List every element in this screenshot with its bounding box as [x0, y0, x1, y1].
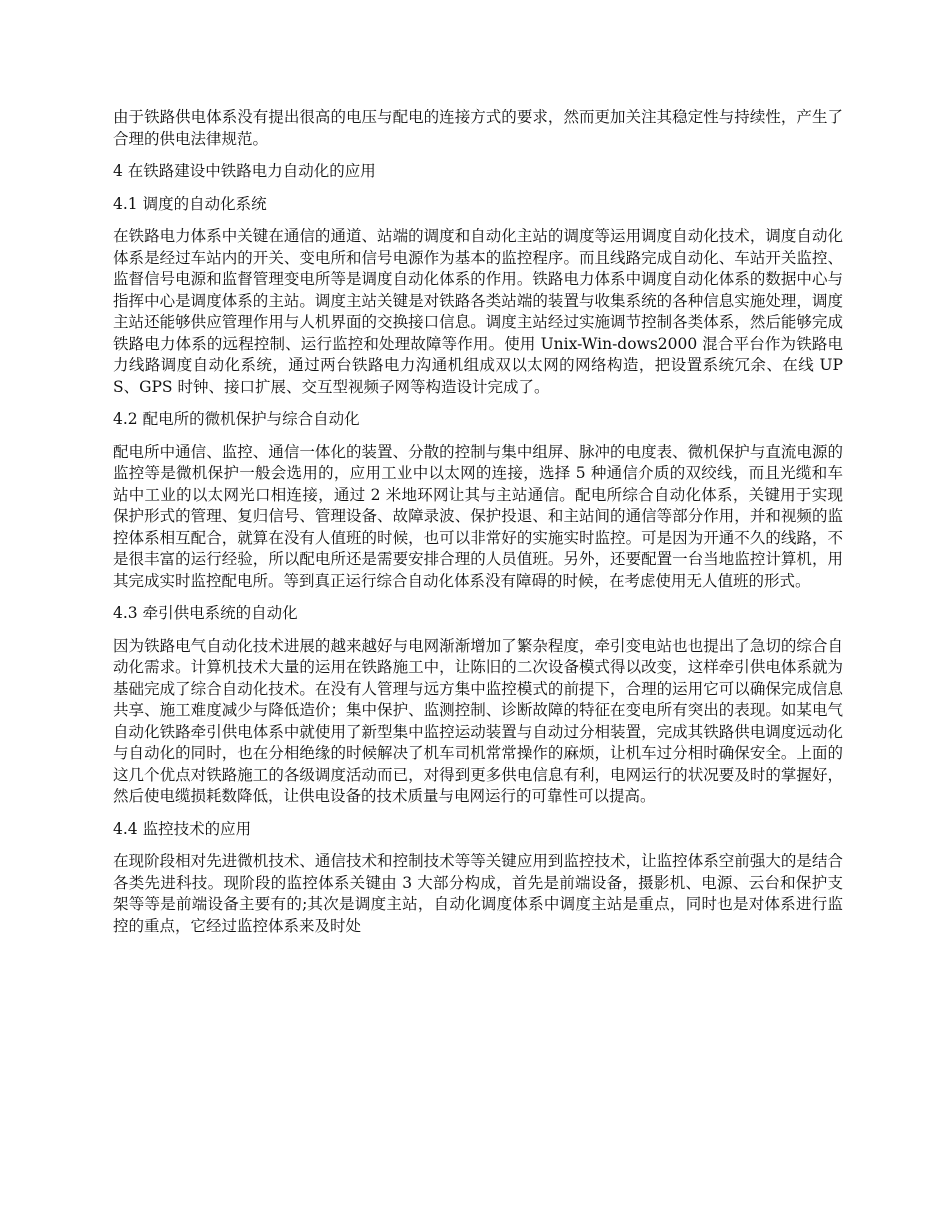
section-heading-4-3: 4.3 牵引供电系统的自动化 [113, 604, 298, 622]
document-page [113, 107, 843, 948]
section-heading-4-2: 4.2 配电所的微机保护与综合自动化 [113, 410, 360, 428]
section-heading-4-1: 4.1 调度的自动化系统 [113, 194, 267, 213]
paragraph-4-1: 在铁路电力体系中关键在通信的通道、站端的调度和自动化主站的调度等运用调度自动化技术，调度自动化体系是经过车站内的开关、变电所和信号电源作为基本的监控程序。而且线路完成自动化、车站开关监控、监督信号电源和监督管理变电所等是调度自动化体系的作用。铁路电力体系中调度自动化体系的数据中心与指挥中心是调度体系的主站。调度主站关键是对铁路各类站端的装置与收集系统的各种信息实施处理，调度主站还能够供应管理作用与人机界面的交换接口信息。调度主站经过实施调节控制各类体系，然后能够完成铁路电力体系的远程控制、运行监控和处理故障等作用。使用 Unix-Win-dows2000 混合平台作为铁路电力线路调度自动化系统，通过两台铁路电力沟通机组成双以太网的网络构造，把设置系统冗余、在线 UPS、GPS 时钟、接口扩展、交互型视频子网等构造设计完成了。 [113, 227, 843, 396]
paragraph-intro: 由于铁路供电体系没有提出很高的电压与配电的连接方式的要求，然而更加关注其稳定性与持续性，产生了合理的供电法律规范。 [113, 108, 843, 148]
paragraph-4-4: 在现阶段相对先进微机技术、通信技术和控制技术等等关键应用到监控技术，让监控体系空前强大的是结合各类先进科技。现阶段的监控体系关键由 3 大部分构成，首先是前端设备，摄影机、电源、云台和保护支架等等是前端设备主要有的;其次是调度主站，自动化调度体系中调度主站是重点，同时也是对体系进行监控的重点，它经过监控体系来及时处 [113, 852, 843, 935]
section-heading-4: 4 在铁路建设中铁路电力自动化的应用 [113, 162, 376, 180]
paragraph-4-2: 配电所中通信、监控、通信一体化的装置、分散的控制与集中组屏、脉冲的电度表、微机保护与直流电源的监控等是微机保护一般会选用的，应用工业中以太网的连接，选择 5 种通信介质的双绞线，而且光缆和车站中工业的以太网光口相连接，通过 2 米地环网让其与主站通信。配电所综合自动化体系，关键用于实现保护形式的管理、复归信号、管理设备、故障录波、保护投退、和主站间的通信等部分作用，并和视频的监控体系相互配合，就算在没有人值班的时候，也可以非常好的实施实时监控。可是因为开通不久的线路，不是很丰富的运行经验，所以配电所还是需要安排合理的人员值班。另外，还要配置一台当地监控计算机，用其完成实时监控配电所。等到真正运行综合自动化体系没有障碍的时候，在考虑使用无人值班的形式。 [113, 442, 843, 590]
paragraph-4-3: 因为铁路电气自动化技术进展的越来越好与电网渐渐增加了繁杂程度，牵引变电站也也提出了急切的综合自动化需求。计算机技术大量的运用在铁路施工中，让陈旧的二次设备模式得以改变，这样牵引供电体系就为基础完成了综合自动化技术。在没有人管理与远方集中监控模式的前提下，合理的运用它可以确保完成信息共享、施工难度减少与降低造价；集中保护、监测控制、诊断故障的特征在变电所有突出的表现。如某电气自动化铁路牵引供电体系中就使用了新型集中监控运动装置与自动过分相装置，完成其铁路供电调度远动化与自动化的同时，也在分相绝缘的时候解决了机车司机常常操作的麻烦，让机车过分相时确保安全。上面的这几个优点对铁路施工的各级调度活动而已，对得到更多供电信息有利，电网运行的状况要及时的掌握好，然后使电缆损耗数降低，让供电设备的技术质量与电网运行的可靠性可以提高。 [113, 636, 843, 805]
section-heading-4-4: 4.4 监控技术的应用 [113, 819, 252, 838]
